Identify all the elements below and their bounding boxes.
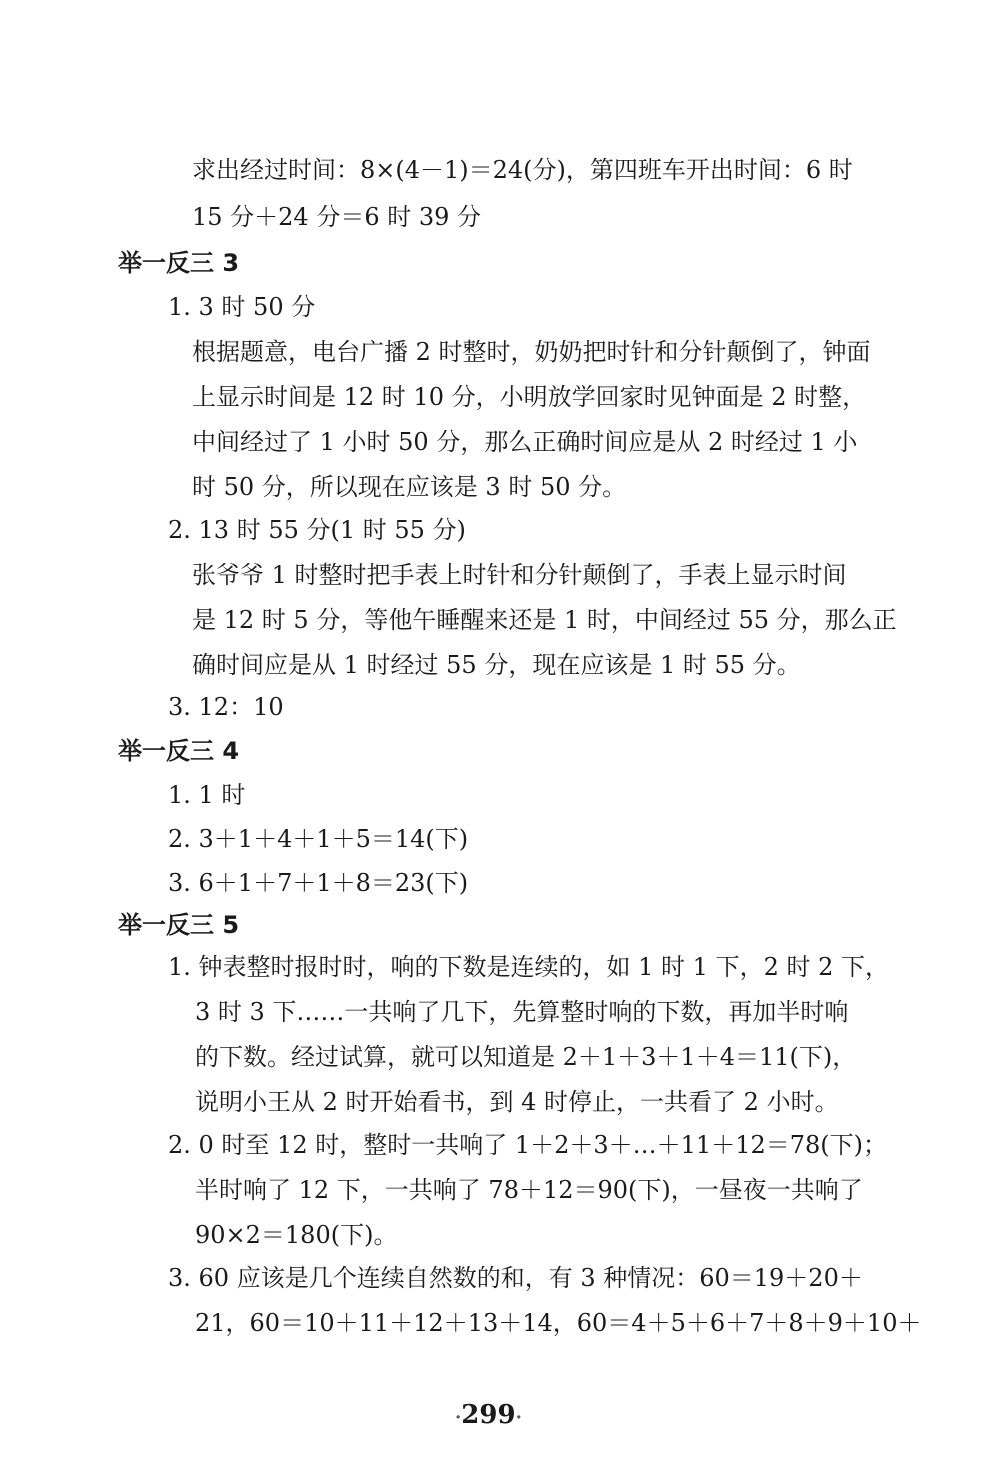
answer-line: 1. 3 时 50 分 — [168, 293, 316, 321]
page-number-ornament-right: · — [515, 1407, 522, 1428]
explanation-line: 中间经过了 1 小时 50 分，那么正确时间应是从 2 时经过 1 小 — [192, 428, 858, 456]
explanation-line: 张爷爷 1 时整时把手表上时针和分针颠倒了，手表上显示时间 — [192, 561, 847, 589]
text-line: 求出经过时间：8×(4－1)＝24(分)，第四班车开出时间：6 时 — [192, 156, 853, 184]
explanation-line: 90×2＝180(下)。 — [195, 1221, 398, 1249]
explanation-line: 是 12 时 5 分，等他午睡醒来还是 1 时，中间经过 55 分，那么正 — [192, 606, 897, 634]
answer-line: 2. 13 时 55 分(1 时 55 分) — [168, 516, 466, 544]
section-heading: 举一反三 5 — [118, 911, 240, 939]
text-line: 15 分＋24 分＝6 时 39 分 — [192, 203, 482, 231]
page-number-ornament-left: · — [455, 1407, 462, 1428]
explanation-line: 半时响了 12 下，一共响了 78＋12＝90(下)，一昼夜一共响了 — [195, 1176, 863, 1204]
explanation-line: 确时间应是从 1 时经过 55 分，现在应该是 1 时 55 分。 — [192, 651, 801, 679]
page-number — [455, 1400, 522, 1433]
answer-line: 3. 12：10 — [168, 693, 284, 721]
explanation-line: 时 50 分，所以现在应该是 3 时 50 分。 — [192, 473, 627, 501]
explanation-line: 根据题意，电台广播 2 时整时，奶奶把时针和分针颠倒了，钟面 — [192, 338, 871, 366]
section-heading: 举一反三 4 — [118, 737, 240, 765]
section-heading: 举一反三 3 — [118, 249, 240, 277]
answer-line: 2. 0 时至 12 时，整时一共响了 1＋2＋3＋…＋11＋12＝78(下)； — [168, 1131, 888, 1159]
answer-line: 2. 3＋1＋4＋1＋5＝14(下) — [168, 825, 469, 853]
explanation-line: 21，60＝10＋11＋12＋13＋14，60＝4＋5＋6＋7＋8＋9＋10＋ — [195, 1309, 922, 1337]
answer-line: 3. 60 应该是几个连续自然数的和，有 3 种情况：60＝19＋20＋ — [168, 1264, 863, 1292]
answer-line: 1. 钟表整时报时时，响的下数是连续的，如 1 时 1 下，2 时 2 下， — [168, 953, 890, 981]
explanation-line: 3 时 3 下……一共响了几下，先算整时响的下数，再加半时响 — [195, 998, 849, 1026]
answer-line: 3. 6＋1＋7＋1＋8＝23(下) — [168, 869, 469, 897]
explanation-line: 上显示时间是 12 时 10 分，小明放学回家时见钟面是 2 时整， — [192, 383, 867, 411]
page-number-value: 299 — [461, 1400, 516, 1430]
answer-line: 1. 1 时 — [168, 781, 246, 809]
explanation-line: 的下数。经过试算，就可以知道是 2＋1＋3＋1＋4＝11(下)， — [195, 1043, 857, 1071]
explanation-line: 说明小王从 2 时开始看书，到 4 时停止，一共看了 2 小时。 — [195, 1088, 839, 1116]
